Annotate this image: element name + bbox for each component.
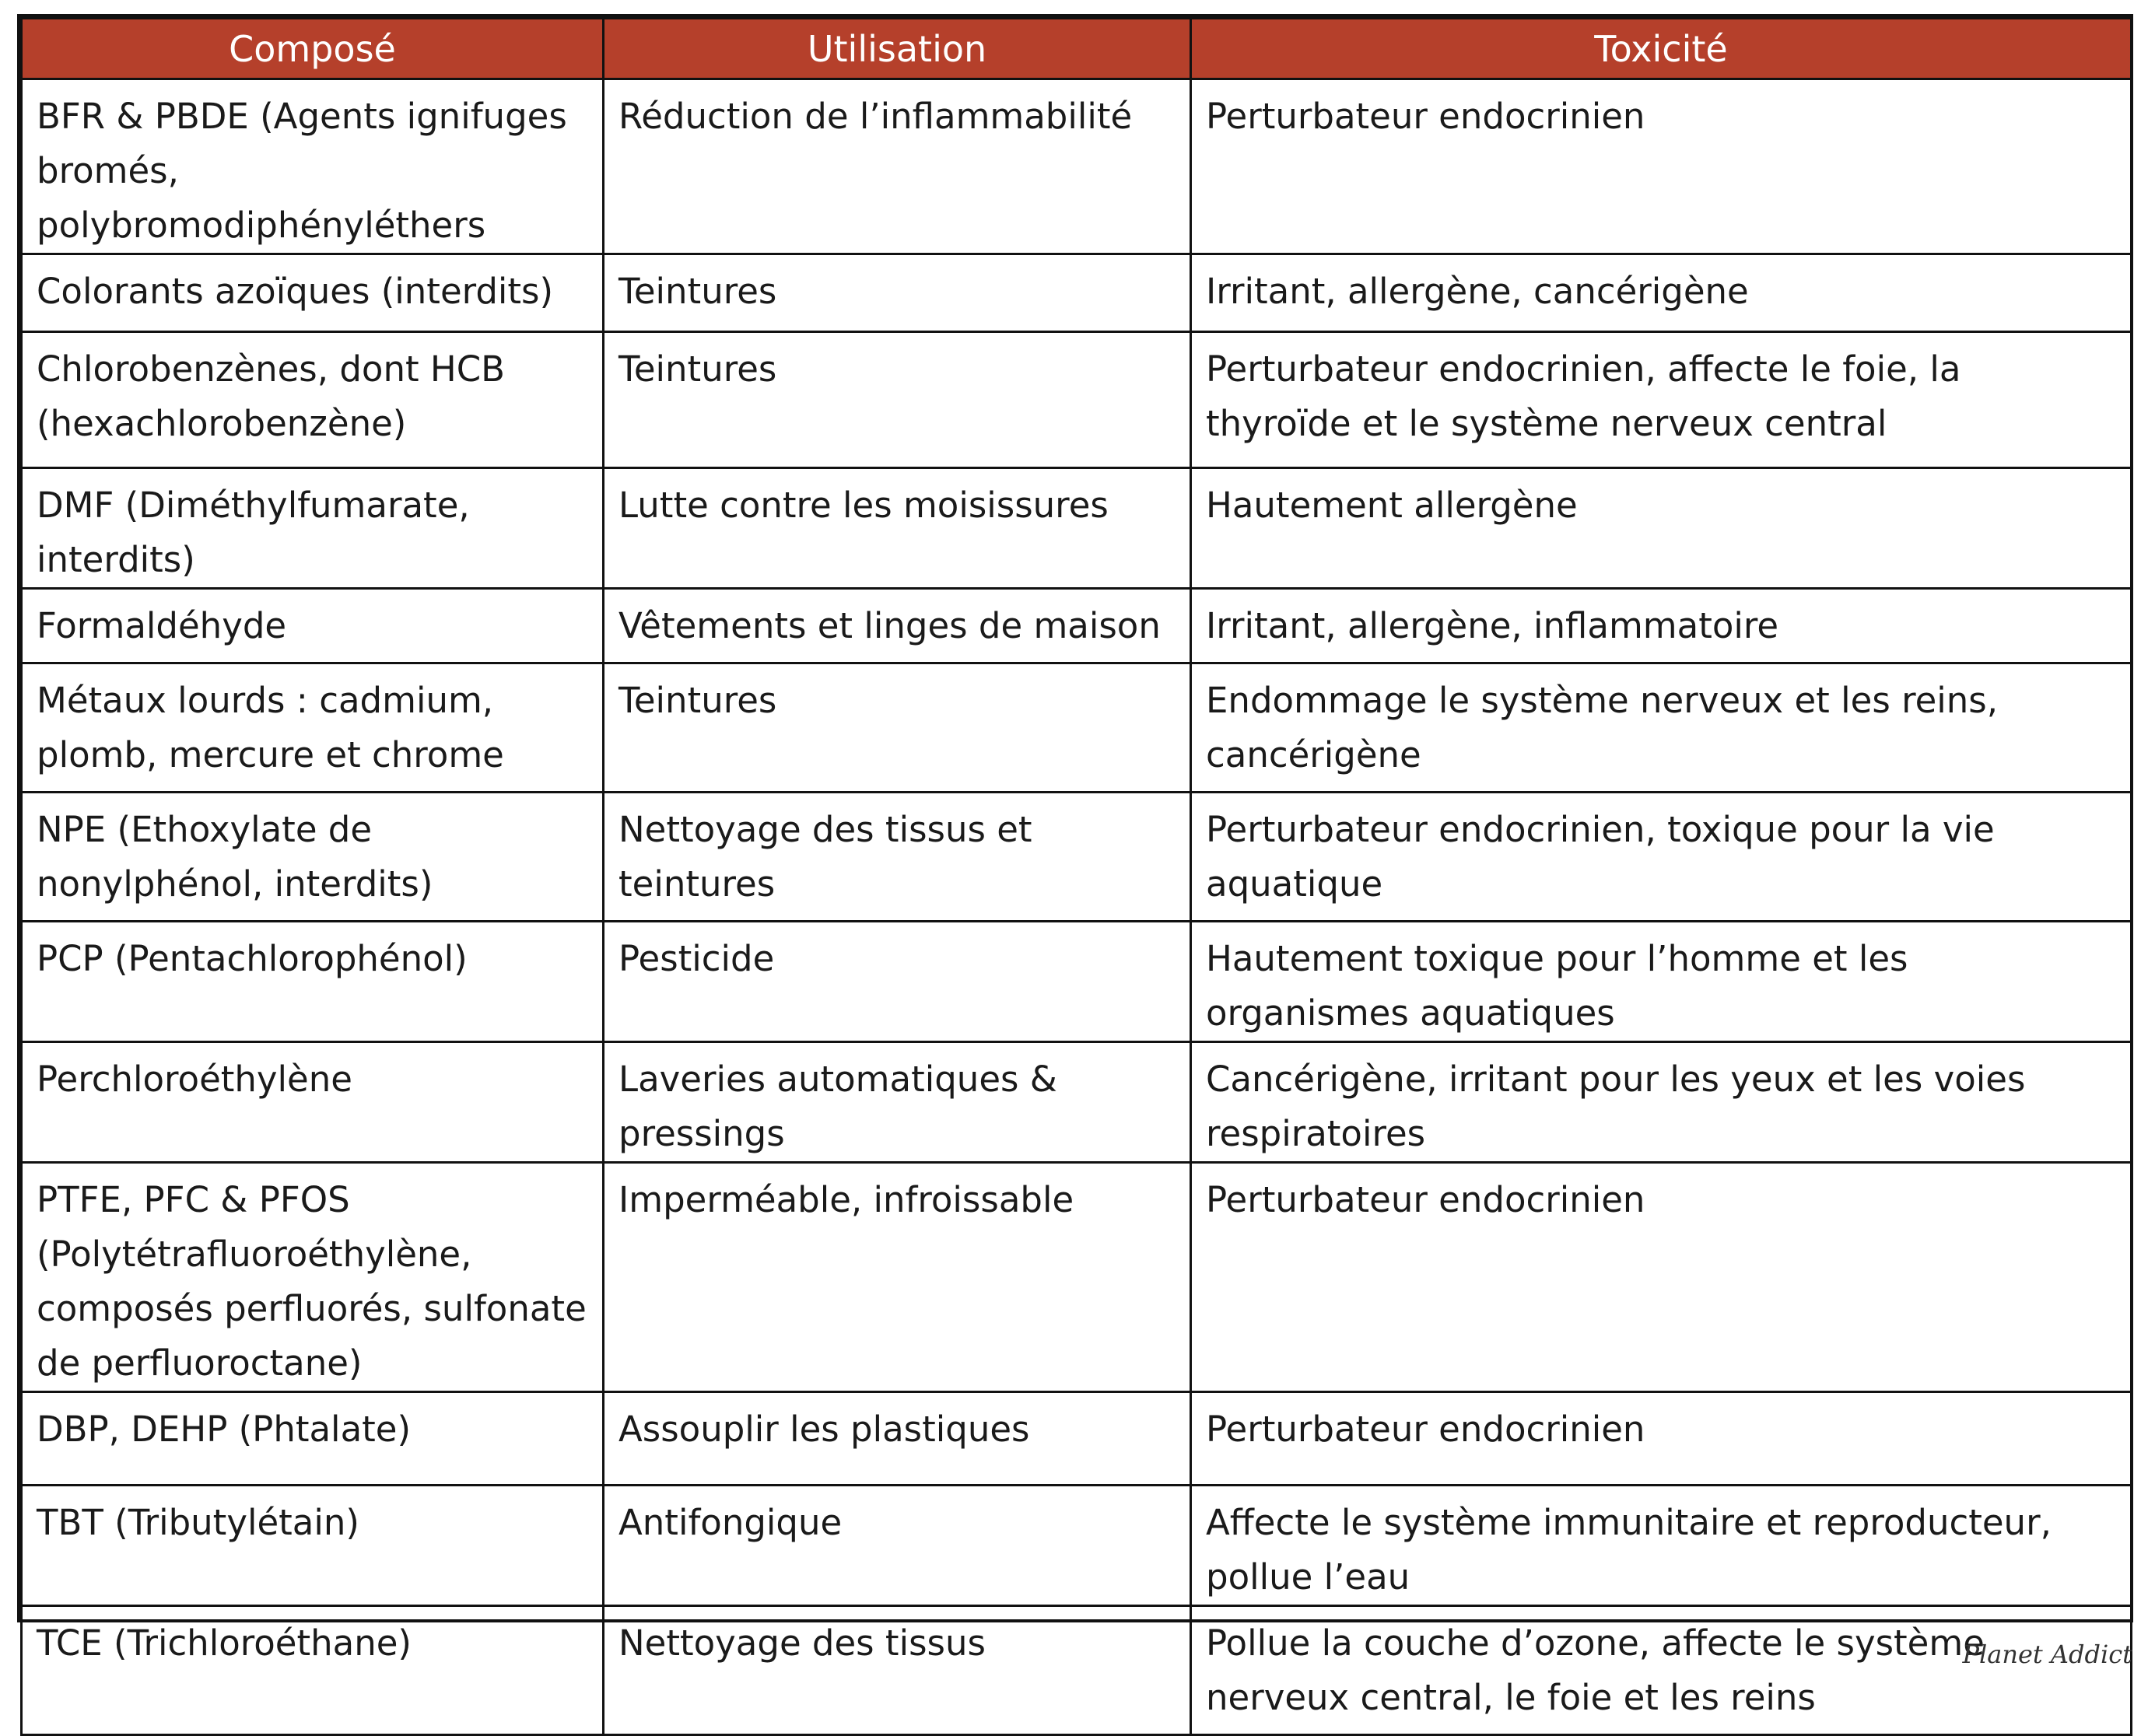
cell-toxicite: Irritant, allergène, cancérigène [1191, 254, 2132, 332]
cell-utilisation: Teintures [604, 663, 1191, 793]
cell-compose: Métaux lourds : cadmium, plomb, mercure et chrome [22, 663, 604, 793]
header-utilisation: Utilisation [604, 19, 1191, 79]
header-toxicite: Toxicité [1191, 19, 2132, 79]
cell-compose: PTFE, PFC & PFOS (Polytétrafluoroéthylène, composés perfluorés, sulfonate de perfluoroctane) [22, 1163, 604, 1392]
table-row [22, 1486, 2132, 1606]
cell-utilisation: Teintures [604, 254, 1191, 332]
cell-compose: Colorants azoïques (interdits) [22, 254, 604, 332]
cell-compose: Formaldéhyde [22, 589, 604, 663]
cell-utilisation: Lutte contre les moisissures [604, 468, 1191, 589]
cell-toxicite: Perturbateur endocrinien, toxique pour la vie aquatique [1191, 793, 2132, 922]
cell-utilisation: Antifongique [604, 1486, 1191, 1606]
table-row [22, 922, 2132, 1042]
table-row [22, 663, 2132, 793]
header-row [22, 19, 2132, 79]
footer-credit: Planet Addict [1962, 1640, 2132, 1669]
cell-utilisation: Nettoyage des tissus [604, 1606, 1191, 1735]
table-row [22, 254, 2132, 332]
cell-toxicite: Perturbateur endocrinien [1191, 1163, 2132, 1392]
cell-compose: PCP (Pentachlorophénol) [22, 922, 604, 1042]
cell-compose: DMF (Diméthylfumarate, interdits) [22, 468, 604, 589]
table-row [22, 332, 2132, 468]
cell-utilisation: Nettoyage des tissus et teintures [604, 793, 1191, 922]
header-compose: Composé [22, 19, 604, 79]
table-row [22, 589, 2132, 663]
cell-utilisation: Vêtements et linges de maison [604, 589, 1191, 663]
toxicity-table [20, 17, 2132, 1736]
cell-compose: TCE (Trichloroéthane) [22, 1606, 604, 1735]
cell-toxicite: Hautement toxique pour l’homme et les organismes aquatiques [1191, 922, 2132, 1042]
table-row [22, 1163, 2132, 1392]
cell-compose: BFR & PBDE (Agents ignifuges bromés, polybromodiphényléthers [22, 79, 604, 254]
cell-toxicite: Perturbateur endocrinien, affecte le foie, la thyroïde et le système nerveux central [1191, 332, 2132, 468]
cell-compose: Chlorobenzènes, dont HCB (hexachlorobenzène) [22, 332, 604, 468]
cell-compose: DBP, DEHP (Phtalate) [22, 1392, 604, 1486]
cell-utilisation: Laveries automatiques & pressings [604, 1042, 1191, 1163]
cell-toxicite: Hautement allergène [1191, 468, 2132, 589]
cell-compose: Perchloroéthylène [22, 1042, 604, 1163]
table-row [22, 468, 2132, 589]
cell-utilisation: Teintures [604, 332, 1191, 468]
cell-toxicite: Pollue la couche d’ozone, affecte le système nerveux central, le foie et les reins [1191, 1606, 2132, 1735]
table-row [22, 793, 2132, 922]
table-row [22, 1606, 2132, 1735]
cell-toxicite: Irritant, allergène, inflammatoire [1191, 589, 2132, 663]
cell-utilisation: Réduction de l’inflammabilité [604, 79, 1191, 254]
table-row [22, 79, 2132, 254]
cell-toxicite: Perturbateur endocrinien [1191, 1392, 2132, 1486]
table-row [22, 1042, 2132, 1163]
cell-toxicite: Cancérigène, irritant pour les yeux et les voies respiratoires [1191, 1042, 2132, 1163]
cell-utilisation: Pesticide [604, 922, 1191, 1042]
cell-utilisation: Assouplir les plastiques [604, 1392, 1191, 1486]
cell-compose: NPE (Ethoxylate de nonylphénol, interdits) [22, 793, 604, 922]
cell-utilisation: Imperméable, infroissable [604, 1163, 1191, 1392]
table-row [22, 1392, 2132, 1486]
cell-compose: TBT (Tributylétain) [22, 1486, 604, 1606]
cell-toxicite: Affecte le système immunitaire et reproducteur, pollue l’eau [1191, 1486, 2132, 1606]
cell-toxicite: Endommage le système nerveux et les reins, cancérigène [1191, 663, 2132, 793]
cell-toxicite: Perturbateur endocrinien [1191, 79, 2132, 254]
